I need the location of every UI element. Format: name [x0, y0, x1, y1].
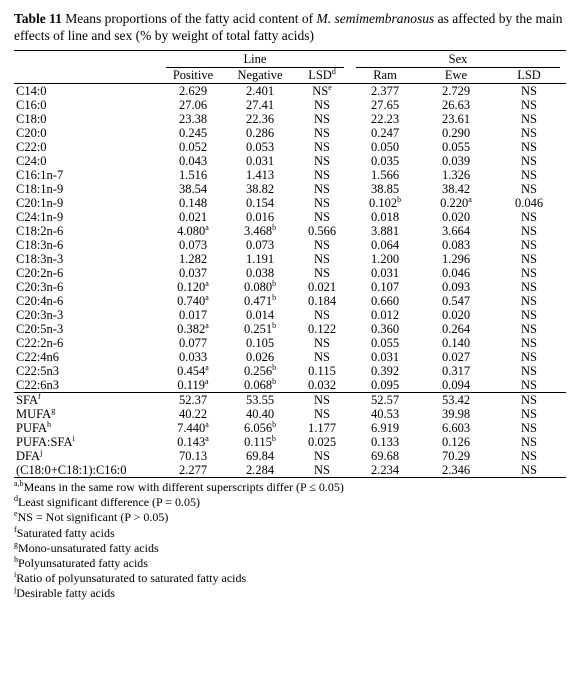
table-cell: 52.57 — [350, 393, 420, 408]
table-cell: 0.143$^a$ — [177, 433, 209, 449]
table-cell: NS — [492, 463, 566, 478]
table-cell: 39.98 — [441, 407, 471, 421]
table-cell: 0.154 — [245, 196, 275, 210]
table-cell: 0.043 — [178, 154, 208, 168]
table-cell: 0.017 — [178, 308, 208, 322]
table-cell: 22.36 — [245, 112, 275, 126]
table-cell: 27.65 — [370, 98, 400, 112]
table-cell: 0.107 — [370, 280, 400, 294]
table-cell: 7.440$^a$ — [177, 419, 209, 435]
table-cell: 0.020 — [441, 308, 471, 322]
table-cell: NS — [521, 126, 537, 140]
table-cell: 38.54 — [178, 182, 208, 196]
caption-text-after: as affected by the main effects of line and sex (% by weight of total fatty acids) — [14, 11, 563, 43]
table-cell: NS — [492, 393, 566, 408]
footnote: $^e$NS = Not significant (P > 0.05) — [14, 509, 169, 525]
table-cell: NS — [521, 378, 537, 392]
table-cell: 0.021 — [307, 280, 337, 294]
table-cell: 2.401 — [245, 84, 275, 98]
table-row — [14, 449, 566, 463]
table-cell: 22.23 — [370, 112, 400, 126]
table-cell: 0.251$^b$ — [243, 320, 277, 336]
table-cell: NS — [314, 350, 330, 364]
table-cell: 0.073 — [178, 238, 208, 252]
table-cell: 38.42 — [441, 182, 471, 196]
footnote: $^{a,b}$Means in the same row with different superscripts differ (P ≤ 0.05) — [14, 479, 344, 494]
table-cell: 69.84 — [245, 449, 275, 463]
table-cell: 1.200 — [370, 252, 400, 266]
table-cell: NS — [521, 336, 537, 350]
row-label: C18:3n-6 — [16, 238, 64, 252]
table-cell: NS — [521, 421, 537, 435]
table-cell: NS — [521, 84, 537, 98]
col-lsd-line: LSD$^d$ — [294, 68, 350, 84]
row-label: C18:3n-3 — [16, 252, 64, 266]
col-positive: Positive — [160, 68, 226, 84]
table-cell: 0.016 — [245, 210, 275, 224]
row-label: PUFA:SFA$^i$ — [16, 433, 75, 449]
footnote: $^j$Desirable fatty acids — [14, 585, 115, 601]
table-cell: NS — [314, 266, 330, 280]
table-cell: 1.177 — [307, 421, 337, 435]
table-cell: NS — [521, 266, 537, 280]
line-group-header: Line — [160, 51, 350, 69]
table-cell: 0.039 — [441, 154, 471, 168]
row-label: C20:1n-9 — [16, 196, 64, 210]
table-cell: NS — [314, 168, 330, 182]
table-row — [14, 98, 566, 112]
table-cell: 0.083 — [441, 238, 471, 252]
table-cell: 1.326 — [441, 168, 471, 182]
table-cell: NS — [521, 210, 537, 224]
table-body — [14, 84, 566, 478]
table-cell: 69.68 — [370, 449, 400, 463]
table-cell: 0.064 — [370, 238, 400, 252]
table-cell: 0.148 — [178, 196, 208, 210]
table-cell: 27.06 — [178, 98, 208, 112]
table-cell: 0.012 — [370, 308, 400, 322]
row-label: C18:0 — [16, 112, 47, 126]
table-cell: NS — [314, 154, 330, 168]
table-cell: 3.468$^b$ — [243, 222, 277, 238]
table-cell: NS — [521, 224, 537, 238]
table-cell: 0.031 — [370, 266, 400, 280]
row-label: C16:1n-7 — [16, 168, 64, 182]
table-cell: 6.603 — [441, 421, 471, 435]
table-cell: 2.729 — [441, 84, 471, 98]
row-label: C18:1n-9 — [16, 182, 64, 196]
col-negative: Negative — [226, 68, 294, 84]
table-cell: 0.264 — [441, 322, 471, 336]
table-cell: 0.547 — [441, 294, 471, 308]
table-cell: 40.53 — [370, 407, 400, 421]
table-cell: 0.184 — [307, 294, 337, 308]
table-row — [14, 364, 566, 378]
table-cell: 0.032 — [307, 378, 337, 392]
table-row — [14, 252, 566, 266]
table-cell: NS — [314, 126, 330, 140]
table-cell: 6.056$^b$ — [243, 419, 277, 435]
table-cell: 0.073 — [245, 238, 275, 252]
table-cell: 3.881 — [370, 224, 400, 238]
table-cell: 2.346 — [420, 463, 492, 478]
table-cell: 23.38 — [178, 112, 208, 126]
col-ewe: Ewe — [420, 68, 492, 84]
table-cell: 1.413 — [245, 168, 275, 182]
row-label: MUFA$^g$ — [16, 405, 56, 421]
table-cell: 2.629 — [178, 84, 208, 98]
table-cell: 0.122 — [307, 322, 337, 336]
table-cell: 0.037 — [178, 266, 208, 280]
table-cell: 0.245 — [178, 126, 208, 140]
footnote: $^d$Least significant difference (P = 0.05) — [14, 494, 201, 510]
table-cell: 3.664 — [441, 224, 471, 238]
table-cell: 0.140 — [441, 336, 471, 350]
table-cell: NS — [521, 168, 537, 182]
table-row — [14, 407, 566, 421]
row-label: C20:0 — [16, 126, 47, 140]
table-cell: NS — [521, 350, 537, 364]
table-label: Table 11 — [14, 11, 62, 26]
table-cell: 1.516 — [178, 168, 208, 182]
table-row — [14, 350, 566, 364]
table-cell: 0.080$^b$ — [243, 278, 277, 294]
table-row — [14, 322, 566, 336]
row-label: C22:6n3 — [16, 378, 60, 392]
table-cell: 70.29 — [441, 449, 471, 463]
table-row — [14, 294, 566, 308]
row-label: C20:5n-3 — [16, 322, 64, 336]
table-cell: NS — [314, 140, 330, 154]
table-cell: 0.566 — [307, 224, 337, 238]
table-cell: NS — [521, 280, 537, 294]
table-cell: 0.256$^b$ — [243, 362, 277, 378]
table-cell: NS — [521, 112, 537, 126]
table-cell: 40.40 — [245, 407, 275, 421]
header-column-row — [14, 68, 566, 84]
footnote: $^h$Polyunsaturated fatty acids — [14, 555, 148, 571]
table-cell: NS — [314, 112, 330, 126]
table-cell: 0.031 — [370, 350, 400, 364]
caption-text-before: Means proportions of the fatty acid content of — [65, 11, 314, 26]
table-row — [14, 393, 566, 408]
table-row — [14, 336, 566, 350]
table-cell: 1.282 — [178, 252, 208, 266]
table-cell: 0.033 — [178, 350, 208, 364]
table-cell: 0.020 — [441, 210, 471, 224]
footnote: $^f$Saturated fatty acids — [14, 524, 115, 540]
table-cell: 0.077 — [178, 336, 208, 350]
table-cell: 0.021 — [178, 210, 208, 224]
table-cell: 0.105 — [245, 336, 275, 350]
row-label: C16:0 — [16, 98, 47, 112]
table-cell: 1.566 — [370, 168, 400, 182]
row-label: C20:3n-6 — [16, 280, 64, 294]
row-label: C24:0 — [16, 154, 47, 168]
table-cell: 0.095 — [370, 378, 400, 392]
table-cell: 27.41 — [245, 98, 275, 112]
table-cell: 0.035 — [370, 154, 400, 168]
table-cell: 38.85 — [370, 182, 400, 196]
table-cell: NS — [521, 140, 537, 154]
table-cell: 0.068$^b$ — [243, 376, 277, 392]
row-label: DFA$^j$ — [16, 447, 43, 463]
table-row — [14, 126, 566, 140]
table-cell: 70.13 — [178, 449, 208, 463]
table-cell: 2.377 — [370, 84, 400, 98]
table-cell: 0.055 — [441, 140, 471, 154]
row-label: C24:1n-9 — [16, 210, 64, 224]
table-cell: 1.191 — [245, 252, 275, 266]
footnote: $^g$Mono-unsaturated fatty acids — [14, 539, 159, 555]
table-cell: 0.038 — [245, 266, 275, 280]
table-cell: 0.382$^a$ — [177, 320, 209, 336]
table-cell: 38.82 — [245, 182, 275, 196]
table-cell: 0.247 — [370, 126, 400, 140]
table-row — [14, 112, 566, 126]
table-cell: 0.050 — [370, 140, 400, 154]
table-cell: 0.454$^a$ — [177, 362, 209, 378]
table-cell: 0.046 — [441, 266, 471, 280]
table-cell: 53.55 — [226, 393, 294, 408]
table-cell: NS — [314, 196, 330, 210]
table-cell: 0.133 — [370, 435, 400, 449]
table-cell: 0.471$^b$ — [243, 292, 277, 308]
table-cell: 2.234 — [350, 463, 420, 478]
sex-group-header: Sex — [350, 51, 566, 69]
caption-species: M. semimembranosus — [316, 11, 435, 26]
table-cell: NS — [521, 407, 537, 421]
table-cell: 1.296 — [441, 252, 471, 266]
table-cell: NS — [314, 98, 330, 112]
row-label: C20:3n-3 — [16, 308, 64, 322]
table-cell: NS — [521, 154, 537, 168]
table-row — [14, 378, 566, 393]
table-cell: NS — [521, 435, 537, 449]
row-label: C20:2n-6 — [16, 266, 64, 280]
footnote: $^i$Ratio of polyunsaturated to saturated fatty acids — [14, 570, 247, 586]
table-cell: 40.22 — [178, 407, 208, 421]
table-row — [14, 168, 566, 182]
row-label: C22:4n6 — [16, 350, 60, 364]
table-cell: 0.093 — [441, 280, 471, 294]
table-cell: 4.080$^a$ — [177, 222, 209, 238]
table-cell: 0.027 — [441, 350, 471, 364]
row-label: C22:0 — [16, 140, 47, 154]
table-cell: NS — [314, 210, 330, 224]
table-cell: 0.220$^a$ — [440, 194, 472, 210]
col-lsd-sex: LSD — [492, 68, 566, 84]
table-caption — [14, 10, 566, 44]
table-cell: 0.018 — [370, 210, 400, 224]
table-cell: 0.052 — [178, 140, 208, 154]
table-cell: NS — [521, 182, 537, 196]
fatty-acid-table — [14, 50, 566, 478]
table-cell: 0.053 — [245, 140, 275, 154]
table-row — [14, 224, 566, 238]
row-label: C18:2n-6 — [16, 224, 64, 238]
row-label: SFA$^f$ — [14, 393, 160, 408]
table-cell: 6.919 — [370, 421, 400, 435]
table-cell: 0.094 — [441, 378, 471, 392]
table-cell: 0.115$^b$ — [244, 433, 276, 449]
table-cell: 0.055 — [370, 336, 400, 350]
table-row — [14, 182, 566, 196]
table-row — [14, 210, 566, 224]
table-cell: 0.660 — [370, 294, 400, 308]
table-cell: 0.740$^a$ — [177, 292, 209, 308]
table-row — [14, 435, 566, 449]
table-cell: 0.120$^a$ — [177, 278, 209, 294]
table-cell: 0.115 — [308, 364, 336, 378]
table-row — [14, 463, 566, 478]
table-cell: NS — [521, 294, 537, 308]
table-cell: 26.63 — [441, 98, 471, 112]
table-cell: 0.286 — [245, 126, 275, 140]
table-cell: 2.277 — [160, 463, 226, 478]
row-label: C22:2n-6 — [16, 336, 64, 350]
table-cell: NS — [314, 238, 330, 252]
row-label: C22:5n3 — [16, 364, 60, 378]
table-row — [14, 84, 566, 99]
table-cell: 0.046 — [514, 196, 544, 210]
table-cell: $NS^e$ — [312, 82, 332, 98]
row-label: PUFA$^h$ — [16, 419, 52, 435]
table-cell: 0.360 — [370, 322, 400, 336]
table-row — [14, 238, 566, 252]
table-cell: NS — [314, 308, 330, 322]
table-cell: NS — [314, 336, 330, 350]
table-cell: 0.025 — [307, 435, 337, 449]
table-row — [14, 140, 566, 154]
table-cell: 0.014 — [245, 308, 275, 322]
table-cell: NS — [314, 407, 330, 421]
table-row — [14, 196, 566, 210]
table-cell: 0.026 — [245, 350, 275, 364]
table-cell: NS — [294, 393, 350, 408]
col-ram: Ram — [350, 68, 420, 84]
table-cell: 53.42 — [420, 393, 492, 408]
row-label: C14:0 — [16, 84, 47, 98]
table-row — [14, 308, 566, 322]
table-cell: NS — [314, 252, 330, 266]
table-cell: 0.031 — [245, 154, 275, 168]
table-cell: NS — [521, 322, 537, 336]
table-cell: 0.119$^a$ — [177, 376, 209, 392]
table-cell: 0.290 — [441, 126, 471, 140]
footnotes — [14, 480, 566, 602]
table-cell: 0.126 — [441, 435, 471, 449]
table-row — [14, 154, 566, 168]
row-label: (C18:0+C18:1):C16:0 — [14, 463, 160, 478]
table-cell: 2.284 — [226, 463, 294, 478]
table-cell: NS — [521, 364, 537, 378]
table-cell: NS — [521, 252, 537, 266]
table-cell: NS — [521, 238, 537, 252]
table-row — [14, 266, 566, 280]
table-cell: 0.317 — [441, 364, 471, 378]
table-cell: 52.37 — [160, 393, 226, 408]
table-cell: NS — [314, 182, 330, 196]
table-cell: NS — [314, 449, 330, 463]
table-cell: 0.392 — [370, 364, 400, 378]
row-label: C20:4n-6 — [16, 294, 64, 308]
table-cell: NS — [521, 98, 537, 112]
table-row — [14, 280, 566, 294]
table-cell: 23.61 — [441, 112, 471, 126]
table-cell: NS — [521, 449, 537, 463]
table-cell: 0.102$^b$ — [368, 194, 402, 210]
table-row — [14, 421, 566, 435]
header-group-row — [14, 51, 566, 69]
table-cell: NS — [521, 308, 537, 322]
table-cell: NS — [294, 463, 350, 478]
